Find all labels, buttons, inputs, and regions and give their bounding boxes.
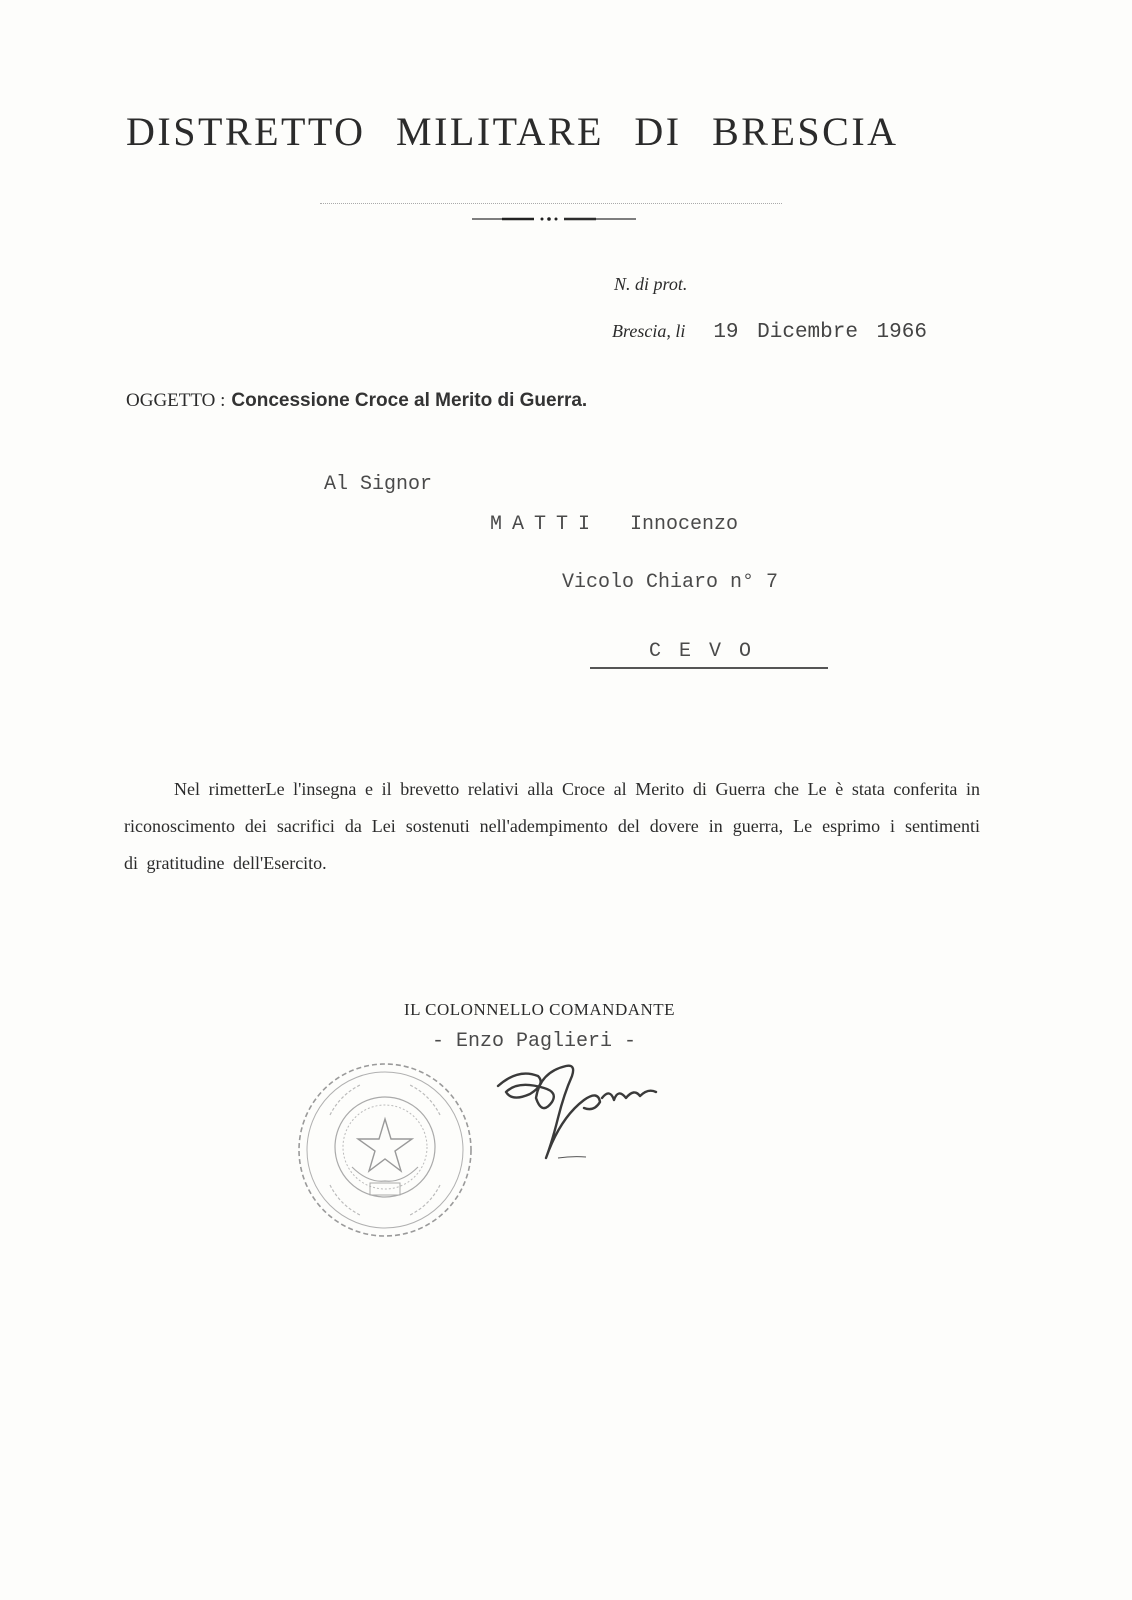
recipient-given-name: Innocenzo <box>630 513 739 536</box>
protocol-number-label: N. di prot. <box>614 274 688 294</box>
handwritten-signature <box>488 1058 678 1168</box>
city-underline <box>590 667 828 669</box>
letter-date: 19 Dicembre 1966 <box>713 321 927 344</box>
recipient-surname: MATTI <box>490 513 601 536</box>
signatory-title: IL COLONNELLO COMANDANTE <box>404 1000 676 1019</box>
recipient-city: CEVO <box>648 640 769 663</box>
subject-label: OGGETTO : <box>126 390 226 411</box>
letterhead-divider <box>320 203 782 204</box>
place-label: Brescia, li <box>612 321 686 341</box>
letter-body: Nel rimetterLe l'insegna e il brevetto relativi alla Croce al Merito di Guerra che Le è stata conferita in riconoscimento dei sacrifici da Lei sostenuti nell'adempimento del dovere in guerra, Le esprimo i sentimenti di gratitudine dell'Esercito. <box>124 779 980 873</box>
signatory-name: - Enzo Paglieri - <box>432 1030 637 1053</box>
salutation: Al Signor <box>324 473 433 496</box>
letterhead-ornament <box>472 216 636 222</box>
date-line <box>612 321 927 344</box>
letterhead-title: DISTRETTO MILITARE DI BRESCIA <box>126 109 899 154</box>
official-seal-stamp <box>290 1055 480 1245</box>
subject-line <box>126 390 587 412</box>
subject-text: Concessione Croce al Merito di Guerra. <box>231 390 588 411</box>
recipient-street: Vicolo Chiaro n° 7 <box>562 571 779 594</box>
recipient-name <box>490 513 738 536</box>
